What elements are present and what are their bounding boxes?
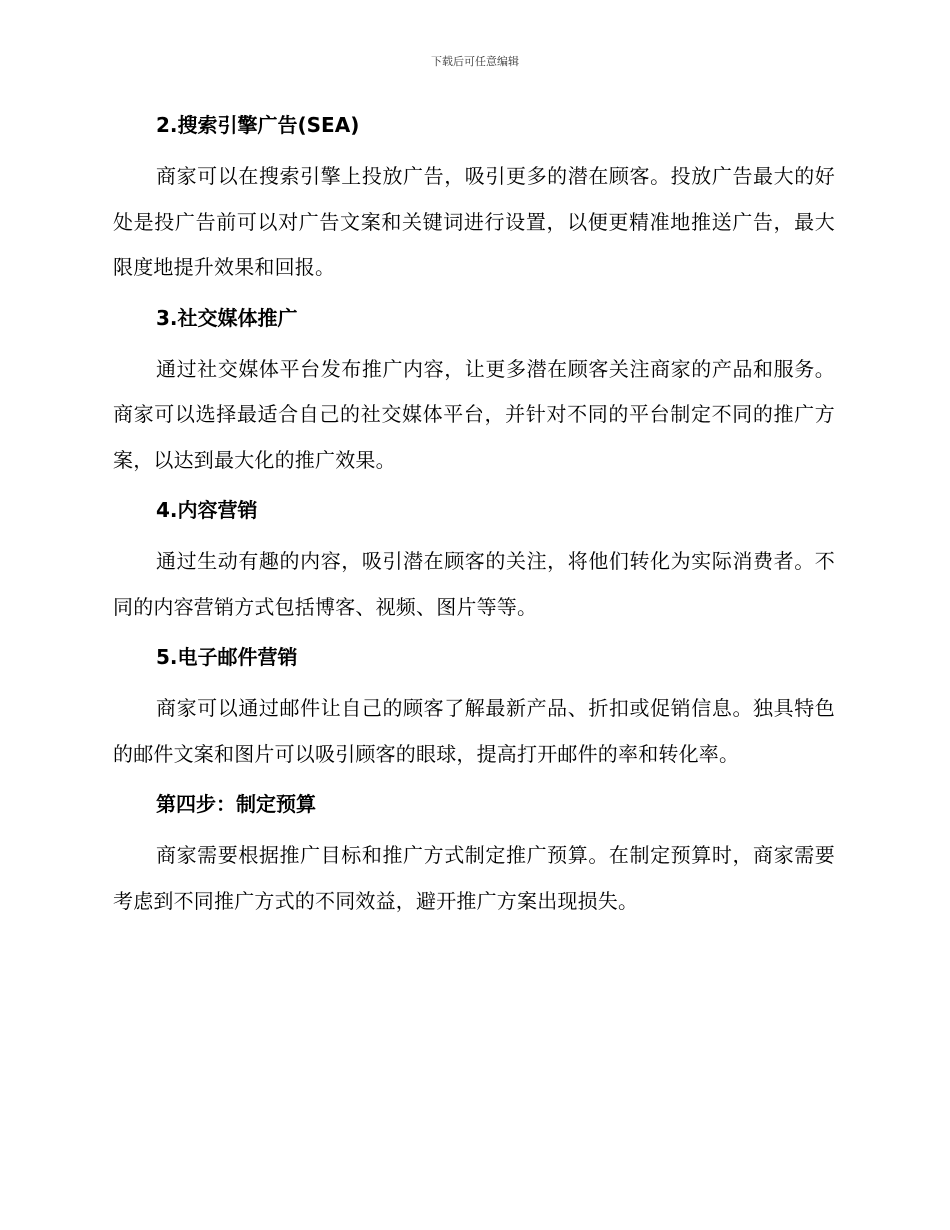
section-heading: 3.社交媒体推广 bbox=[156, 305, 298, 330]
section-body: 商家需要根据推广目标和推广方式制定推广预算。在制定预算时，商家需要考虑到不同推广方式的不同效益，避开推广方案出现损失。 bbox=[113, 843, 835, 913]
section-body: 商家可以在搜索引擎上投放广告，吸引更多的潜在顾客。投放广告最大的好处是投广告前可以对广告文案和关键词进行设置，以便更精准地推送广告，最大限度地提升效果和回报。 bbox=[113, 164, 835, 279]
section-sea bbox=[113, 110, 835, 303]
section-body: 商家可以通过邮件让自己的顾客了解最新产品、折扣或促销信息。独具特色的邮件文案和图片可以吸引顾客的眼球，提高打开邮件的率和转化率。 bbox=[113, 696, 835, 766]
section-heading: 4.内容营销 bbox=[156, 498, 258, 522]
section-budget bbox=[113, 789, 835, 924]
section-heading: 5.电子邮件营销 bbox=[156, 645, 298, 669]
section-heading: 2.搜索引擎广告(SEA) bbox=[156, 113, 360, 137]
header-note: 下载后可任意编辑 bbox=[431, 55, 519, 68]
section-social-media bbox=[113, 303, 835, 496]
document-content bbox=[113, 110, 835, 924]
section-content-marketing bbox=[113, 495, 835, 642]
section-heading: 第四步：制定预算 bbox=[156, 792, 316, 816]
section-email-marketing bbox=[113, 642, 835, 789]
section-body: 通过生动有趣的内容，吸引潜在顾客的关注，将他们转化为实际消费者。不同的内容营销方式包括博客、视频、图片等等。 bbox=[113, 549, 835, 619]
section-body: 通过社交媒体平台发布推广内容，让更多潜在顾客关注商家的产品和服务。商家可以选择最适合自己的社交媒体平台，并针对不同的平台制定不同的推广方案，以达到最大化的推广效果。 bbox=[113, 356, 835, 472]
